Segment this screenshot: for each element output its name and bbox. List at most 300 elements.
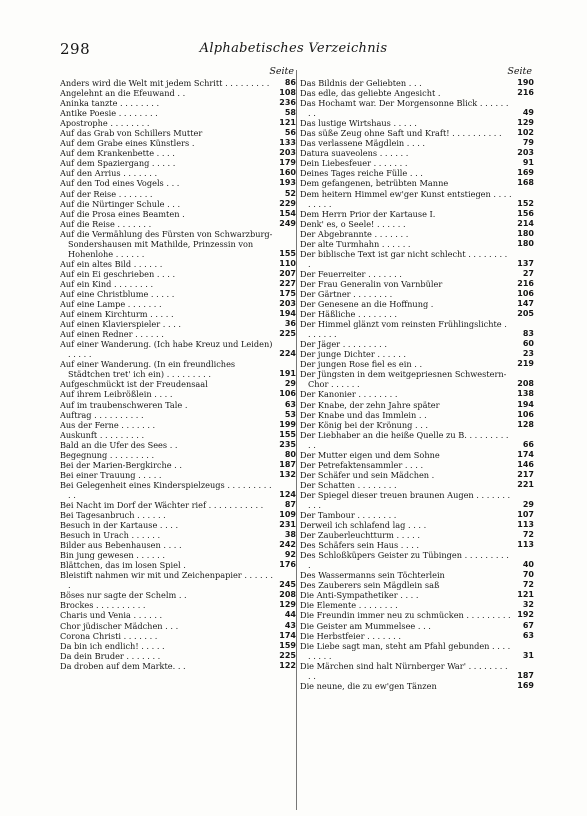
entry-title: Des Zauberers sein Mägdlein saß: [300, 580, 440, 591]
index-entry: [60, 138, 296, 148]
entry-title: Böses nur sagte der Schelm . .: [60, 590, 187, 601]
index-entry: [300, 389, 536, 399]
entry-title: Der Knabe und das Immlein . .: [300, 409, 427, 420]
entry-title: Auf eine Lampe . . . . . . .: [60, 299, 162, 310]
entry-page-number: 219: [517, 359, 534, 369]
index-entry: [300, 88, 536, 98]
entry-title: Des Schäfers sein Haus . . . .: [300, 540, 420, 551]
entry-page-number: 224: [279, 349, 296, 359]
entry-title: Der König bei der Krönung . . .: [300, 419, 429, 430]
entry-page-number: 80: [284, 449, 296, 459]
entry-title: Die Elemente . . . . . . . .: [300, 600, 398, 611]
entry-title: Charis und Venia . . . . . .: [60, 610, 163, 621]
index-entry: [300, 148, 536, 158]
entry-page-number: 169: [517, 168, 534, 178]
index-entry: [300, 78, 536, 88]
entry-title: Blättchen, das im losen Spiel .: [60, 560, 186, 571]
index-entry: [60, 98, 296, 108]
index-entry: [300, 410, 536, 420]
entry-page-number: 191: [279, 369, 296, 379]
entry-title: Auf einen Klavierspieler . . . .: [60, 319, 182, 330]
entry-page-number: 72: [522, 530, 534, 540]
entry-title: Angelehnt an die Efeuwand . .: [60, 88, 186, 99]
entry-title: Der Jüngsten in dem weitgepriesnen Schwestern-Chor . . . . . .: [300, 369, 507, 390]
entry-page-number: 128: [517, 419, 534, 429]
entry-title: Der junge Dichter . . . . . .: [300, 349, 407, 360]
index-entry: [60, 128, 296, 138]
entry-page-number: 86: [284, 78, 296, 87]
column-label-right: Seite: [507, 66, 532, 77]
index-entry: [60, 209, 296, 219]
entry-page-number: 49: [522, 108, 534, 118]
entry-title: Auf ein Ei geschrieben . . . .: [60, 268, 176, 279]
entry-page-number: 91: [522, 158, 534, 168]
entry-title: Auf der Reise . . . . . . .: [60, 188, 153, 199]
entry-page-number: 180: [517, 228, 534, 238]
entry-page-number: 56: [284, 128, 296, 138]
index-entry: [60, 289, 296, 299]
index-entry: [300, 168, 536, 178]
entry-title: Auf die Vermählung des Fürsten von Schwarzburg-Sondershausen mit Mathilde, Prinzessin von Hohenlohe . . . . . .: [60, 228, 273, 259]
entry-page-number: 216: [517, 88, 534, 98]
entry-title: Auf einen Redner . . . . . .: [60, 329, 164, 340]
entry-title: Der Mutter eigen und dem Sohne: [300, 449, 440, 460]
entry-page-number: 217: [517, 469, 534, 479]
entry-page-number: 106: [279, 389, 296, 399]
index-entry: [60, 229, 296, 259]
entry-page-number: 32: [522, 600, 534, 610]
entry-page-number: 216: [517, 278, 534, 288]
entry-title: Die neune, die zu ew'gen Tänzen: [300, 680, 437, 691]
index-entry: [300, 641, 536, 661]
index-column-left: [60, 66, 296, 671]
entry-title: Bleistift nahmen wir mit und Zeichenpapier . . . . . . .: [60, 570, 273, 591]
entry-page-number: 129: [517, 118, 534, 128]
entry-page-number: 160: [279, 168, 296, 178]
index-entry: [60, 480, 296, 500]
entry-page-number: 92: [284, 550, 296, 560]
entry-title: Auf im traubenschweren Tale .: [60, 399, 188, 410]
entry-title: Dem Herrn Prior der Kartause I.: [300, 208, 436, 219]
entry-title: Auf dem Grabe eines Künstlers .: [60, 138, 195, 149]
entry-page-number: 176: [279, 560, 296, 570]
entry-title: Die Herbstfeier . . . . . . .: [300, 630, 401, 641]
entry-page-number: 168: [517, 178, 534, 188]
index-entry: [300, 369, 536, 389]
entry-title: Bei einer Trauung . . . . .: [60, 469, 162, 480]
index-entry: [300, 580, 536, 590]
entry-page-number: 203: [279, 148, 296, 158]
entry-title: Des Schloßküpers Geister zu Tübingen . . . . . . . . . .: [300, 550, 509, 571]
entry-page-number: 207: [279, 268, 296, 278]
index-entry: [60, 641, 296, 651]
entry-page-number: 146: [517, 459, 534, 469]
entry-page-number: 236: [279, 98, 296, 108]
index-entry: [300, 610, 536, 620]
index-entry: [300, 621, 536, 631]
index-entry: [60, 500, 296, 510]
entry-page-number: 152: [517, 198, 534, 208]
entry-title: Das Hochamt war. Der Morgensonne Blick . . . . . . . .: [300, 98, 509, 119]
entry-page-number: 214: [517, 218, 534, 228]
index-entry: [300, 319, 536, 339]
entry-title: Der Genesene an die Hoffnung .: [300, 299, 434, 310]
index-entry: [300, 520, 536, 530]
index-entry: [60, 470, 296, 480]
index-entry: [300, 118, 536, 128]
index-entry: [300, 359, 536, 369]
index-column-right: [300, 66, 536, 691]
entry-page-number: 121: [279, 118, 296, 128]
entry-page-number: 106: [517, 288, 534, 298]
entry-page-number: 113: [517, 540, 534, 550]
entry-title: Aufgeschmückt ist der Freudensaal: [60, 379, 208, 390]
entry-page-number: 44: [284, 610, 296, 620]
entry-title: Corona Christi . . . . . . .: [60, 630, 158, 641]
entry-page-number: 83: [522, 329, 534, 339]
entry-title: Der Jäger . . . . . . . . .: [300, 339, 387, 350]
entry-title: Das Bildnis der Geliebten . . .: [300, 78, 422, 88]
entry-page-number: 72: [522, 580, 534, 590]
index-entry: [300, 249, 536, 269]
entry-page-number: 203: [279, 299, 296, 309]
index-entry: [60, 148, 296, 158]
entry-title: Auf einem Kirchturm . . . . .: [60, 309, 174, 320]
entry-page-number: 154: [279, 208, 296, 218]
entry-title: Die Anti-Sympathetiker . . . .: [300, 590, 419, 601]
entry-page-number: 113: [517, 520, 534, 530]
entry-list-right: [300, 78, 536, 691]
entry-page-number: 155: [279, 248, 296, 258]
entry-title: Das lustige Wirtshaus . . . . .: [300, 118, 417, 129]
entry-page-number: 70: [522, 570, 534, 580]
entry-title: Begegnung . . . . . . . . .: [60, 449, 155, 460]
page-number: 298: [60, 40, 91, 58]
entry-title: Der alte Turmhahn . . . . . .: [300, 238, 411, 249]
index-entry: [300, 430, 536, 450]
entry-page-number: 23: [522, 349, 534, 359]
entry-title: Denk' es, o Seele! . . . . . .: [300, 218, 406, 229]
index-entry: [300, 339, 536, 349]
entry-title: Deines Tages reiche Fülle . . .: [300, 168, 423, 179]
index-entry: [60, 339, 296, 359]
index-entry: [300, 661, 536, 681]
entry-page-number: 229: [279, 198, 296, 208]
entry-title: Brockes . . . . . . . . . .: [60, 600, 146, 611]
entry-page-number: 124: [279, 489, 296, 499]
index-entry: [300, 490, 536, 510]
entry-title: Antike Poesie . . . . . . . .: [60, 108, 158, 119]
index-entry: [300, 420, 536, 430]
entry-title: Aninka tanzte . . . . . . . .: [60, 98, 160, 109]
entry-title: Auf das Grab von Schillers Mutter: [60, 128, 203, 139]
index-entry: [300, 470, 536, 480]
entry-page-number: 231: [279, 520, 296, 530]
index-entry: [60, 400, 296, 410]
entry-page-number: 36: [284, 319, 296, 329]
entry-page-number: 249: [279, 218, 296, 228]
entry-title: Der Zauberleuchtturm . . . . .: [300, 530, 420, 541]
index-entry: [300, 400, 536, 410]
entry-title: Der Feuerreiter . . . . . . .: [300, 268, 402, 279]
entry-title: Da dein Bruder . . . . . . .: [60, 650, 161, 661]
index-entry: [300, 128, 536, 138]
entry-title: Der Frau Generalin von Varnbüler: [300, 278, 443, 289]
index-entry: [300, 189, 536, 209]
entry-title: Besuch in der Kartause . . . .: [60, 520, 179, 531]
index-entry: [60, 430, 296, 440]
entry-title: Bald an die Ufer des Sees . .: [60, 439, 178, 450]
index-entry: [60, 550, 296, 560]
entry-page-number: 221: [517, 479, 534, 489]
entry-page-number: 245: [279, 580, 296, 590]
entry-title: Der Gärtner . . . . . . . .: [300, 288, 393, 299]
entry-page-number: 147: [517, 299, 534, 309]
entry-page-number: 159: [279, 640, 296, 650]
index-entry: [300, 229, 536, 239]
entry-page-number: 132: [279, 469, 296, 479]
entry-title: Chor jüdischer Mädchen . . .: [60, 620, 179, 631]
entry-page-number: 156: [517, 208, 534, 218]
entry-page-number: 169: [517, 680, 534, 690]
index-entry: [300, 510, 536, 520]
entry-page-number: 27: [522, 268, 534, 278]
entry-title: Bin jung gewesen . . . . . .: [60, 550, 165, 561]
entry-title: Der Kanonier . . . . . . . .: [300, 389, 398, 400]
index-entry: [300, 309, 536, 319]
index-entry: [60, 118, 296, 128]
entry-page-number: 52: [284, 188, 296, 198]
index-entry: [300, 540, 536, 550]
entry-page-number: 225: [279, 329, 296, 339]
index-entry: [60, 168, 296, 178]
entry-title: Da droben auf dem Markte. . .: [60, 660, 186, 671]
column-divider: [296, 70, 297, 810]
entry-title: Auf eine Christblume . . . . .: [60, 288, 175, 299]
entry-page-number: 43: [284, 620, 296, 630]
index-entry: [60, 510, 296, 520]
index-entry: [60, 560, 296, 570]
index-entry: [60, 359, 296, 379]
index-entry: [60, 570, 296, 590]
index-entry: [60, 178, 296, 188]
entry-title: Das süße Zeug ohne Saft und Kraft! . . . . . . . . . .: [300, 128, 502, 139]
entry-page-number: 193: [279, 178, 296, 188]
entry-page-number: 225: [279, 650, 296, 660]
index-entry: [300, 681, 536, 691]
entry-page-number: 60: [522, 339, 534, 349]
index-entry: [300, 550, 536, 570]
entry-page-number: 138: [517, 389, 534, 399]
index-entry: [60, 269, 296, 279]
page-header: [0, 40, 587, 60]
entry-title: Datura suaveolens . . . . . .: [300, 148, 409, 159]
entry-title: Da bin ich endlich! . . . . .: [60, 640, 165, 651]
index-entry: [300, 158, 536, 168]
index-entry: [60, 420, 296, 430]
entry-page-number: 199: [279, 419, 296, 429]
entry-title: Der Himmel glänzt vom reinsten Frühlingslichte . . . . . . .: [300, 319, 507, 340]
index-entry: [60, 621, 296, 631]
entry-title: Auf die Prosa eines Beamten .: [60, 208, 185, 219]
entry-title: Besuch in Urach . . . . . .: [60, 530, 161, 541]
index-entry: [60, 108, 296, 118]
index-entry: [60, 219, 296, 229]
entry-page-number: 192: [517, 610, 534, 620]
entry-page-number: 38: [284, 530, 296, 540]
entry-title: Der biblische Text ist gar nicht schlecht . . . . . . . . .: [300, 248, 508, 269]
entry-title: Auf ein altes Bild . . . . . .: [60, 258, 163, 269]
entry-page-number: 102: [517, 128, 534, 138]
entry-title: Apostrophe . . . . . . . .: [60, 118, 150, 129]
entry-title: Der Spiegel dieser treuen braunen Augen . . . . . . . . . .: [300, 489, 511, 510]
index-entry: [60, 590, 296, 600]
entry-title: Auf dem Spaziergang . . . . .: [60, 158, 176, 169]
entry-page-number: 87: [284, 499, 296, 509]
entry-page-number: 29: [522, 499, 534, 509]
entry-title: Der Tambour . . . . . . . .: [300, 510, 397, 521]
entry-title: Bei Tagesanbruch . . . . . .: [60, 510, 166, 521]
entry-page-number: 53: [284, 409, 296, 419]
entry-page-number: 180: [517, 238, 534, 248]
entry-title: Auf dem Krankenbette . . . .: [60, 148, 175, 159]
entry-page-number: 107: [517, 510, 534, 520]
index-entry: [300, 450, 536, 460]
entry-page-number: 109: [279, 510, 296, 520]
entry-page-number: 174: [279, 630, 296, 640]
entry-page-number: 194: [279, 309, 296, 319]
entry-title: Der Knabe, der zehn Jahre später: [300, 399, 440, 410]
index-entry: [60, 309, 296, 319]
entry-page-number: 129: [279, 600, 296, 610]
entry-title: Dem gefangenen, betrübten Manne: [300, 178, 449, 189]
entry-title: Dein Liebesfeuer . . . . . . .: [300, 158, 408, 169]
index-entry: [60, 410, 296, 420]
index-entry: [60, 88, 296, 98]
index-entry: [60, 189, 296, 199]
entry-page-number: 175: [279, 288, 296, 298]
entry-page-number: 242: [279, 540, 296, 550]
entry-title: Die Geister am Mummelsee . . .: [300, 620, 431, 631]
index-entry: [60, 651, 296, 661]
entry-title: Auf einer Wanderung. (In ein freundliches Städtchen tret' ich ein) . . . . . . . . .: [60, 359, 236, 380]
index-entry: [300, 98, 536, 118]
entry-page-number: 63: [522, 630, 534, 640]
entry-page-number: 227: [279, 278, 296, 288]
entry-title: Dem heitern Himmel ew'ger Kunst entstiegen . . . . . . . . .: [300, 188, 512, 209]
index-entry: [300, 349, 536, 359]
index-entry: [300, 530, 536, 540]
entry-title: Auf den Tod eines Vogels . . .: [60, 178, 180, 189]
entry-title: Bei der Marien-Bergkirche . .: [60, 459, 182, 470]
entry-title: Das verlassene Mägdlein . . . .: [300, 138, 426, 149]
entry-title: Der Abgebrannte . . . . . . .: [300, 228, 409, 239]
column-label-left: Seite: [269, 66, 294, 77]
entry-title: Der jungen Rose fiel es ein . .: [300, 359, 423, 370]
entry-title: Derweil ich schlafend lag . . . .: [300, 520, 427, 531]
entry-page-number: 108: [279, 88, 296, 98]
entry-page-number: 179: [279, 158, 296, 168]
entry-title: Der Schäfer und sein Mädchen .: [300, 469, 435, 480]
entry-title: Der Schatten . . . . . . . .: [300, 479, 397, 490]
entry-title: Das edle, das geliebte Angesicht .: [300, 88, 441, 99]
index-entry: [300, 631, 536, 641]
index-entry: [60, 631, 296, 641]
entry-page-number: 122: [279, 660, 296, 670]
index-entry: [300, 219, 536, 229]
entry-title: Auf einer Wanderung. (Ich habe Kreuz und Leiden) . . . . .: [60, 339, 273, 360]
entry-page-number: 67: [522, 620, 534, 630]
entry-title: Bei Gelegenheit eines Kinderspielzeugs . . . . . . . . . . .: [60, 479, 272, 500]
entry-title: Auftrag . . . . . . . . . .: [60, 409, 144, 420]
entry-title: Auf die Reise . . . . . . .: [60, 218, 152, 229]
index-entry: [60, 530, 296, 540]
index-entry: [300, 209, 536, 219]
entry-title: Die Freundin immer neu zu schmücken . . . . . . . . .: [300, 610, 511, 621]
entry-page-number: 235: [279, 439, 296, 449]
index-entry: [300, 269, 536, 279]
entry-title: Auskunft . . . . . . . . .: [60, 429, 145, 440]
entry-page-number: 155: [279, 429, 296, 439]
entry-page-number: 190: [517, 78, 534, 87]
entry-title: Bilder aus Bebenhausen . . . .: [60, 540, 182, 551]
index-entry: [300, 299, 536, 309]
index-entry: [300, 239, 536, 249]
index-entry: [60, 540, 296, 550]
index-entry: [300, 289, 536, 299]
entry-page-number: 63: [284, 399, 296, 409]
entry-page-number: 110: [279, 258, 296, 268]
index-entry: [60, 661, 296, 671]
index-entry: [60, 440, 296, 450]
index-entry: [60, 389, 296, 399]
entry-page-number: 194: [517, 399, 534, 409]
entry-title: Aus der Ferne . . . . . . .: [60, 419, 156, 430]
index-entry: [300, 600, 536, 610]
entry-page-number: 208: [279, 590, 296, 600]
entry-page-number: 208: [517, 379, 534, 389]
entry-title: Auf ihrem Leibrößlein . . . .: [60, 389, 173, 400]
entry-page-number: 174: [517, 449, 534, 459]
entry-title: Anders wird die Welt mit jedem Schritt . . . . . . . . .: [60, 78, 270, 88]
entry-page-number: 121: [517, 590, 534, 600]
entry-title: Der Häßliche . . . . . . . .: [300, 309, 397, 320]
index-entry: [300, 279, 536, 289]
index-entry: [60, 450, 296, 460]
index-entry: [60, 520, 296, 530]
index-entry: [60, 319, 296, 329]
entry-page-number: 79: [522, 138, 534, 148]
entry-page-number: 106: [517, 409, 534, 419]
entry-title: Der Petrefaktensammler . . . .: [300, 459, 424, 470]
index-entry: [60, 279, 296, 289]
entry-title: Auf die Nürtinger Schule . . .: [60, 198, 181, 209]
index-entry: [60, 600, 296, 610]
index-entry: [300, 570, 536, 580]
entry-page-number: 137: [517, 258, 534, 268]
entry-page-number: 203: [517, 148, 534, 158]
entry-page-number: 205: [517, 309, 534, 319]
index-entry: [300, 590, 536, 600]
index-entry: [60, 78, 296, 88]
entry-title: Die Liebe sagt man, steht am Pfahl gebunden . . . . . . . . .: [300, 640, 511, 661]
entry-page-number: 29: [284, 379, 296, 389]
entry-title: Bei Nacht im Dorf der Wächter rief . . . . . . . . . . .: [60, 499, 264, 510]
entry-page-number: 133: [279, 138, 296, 148]
index-entry: [300, 480, 536, 490]
index-entry: [60, 199, 296, 209]
entry-title: Der Liebhaber an die heiße Quelle zu B. . . . . . . . . . .: [300, 429, 509, 450]
